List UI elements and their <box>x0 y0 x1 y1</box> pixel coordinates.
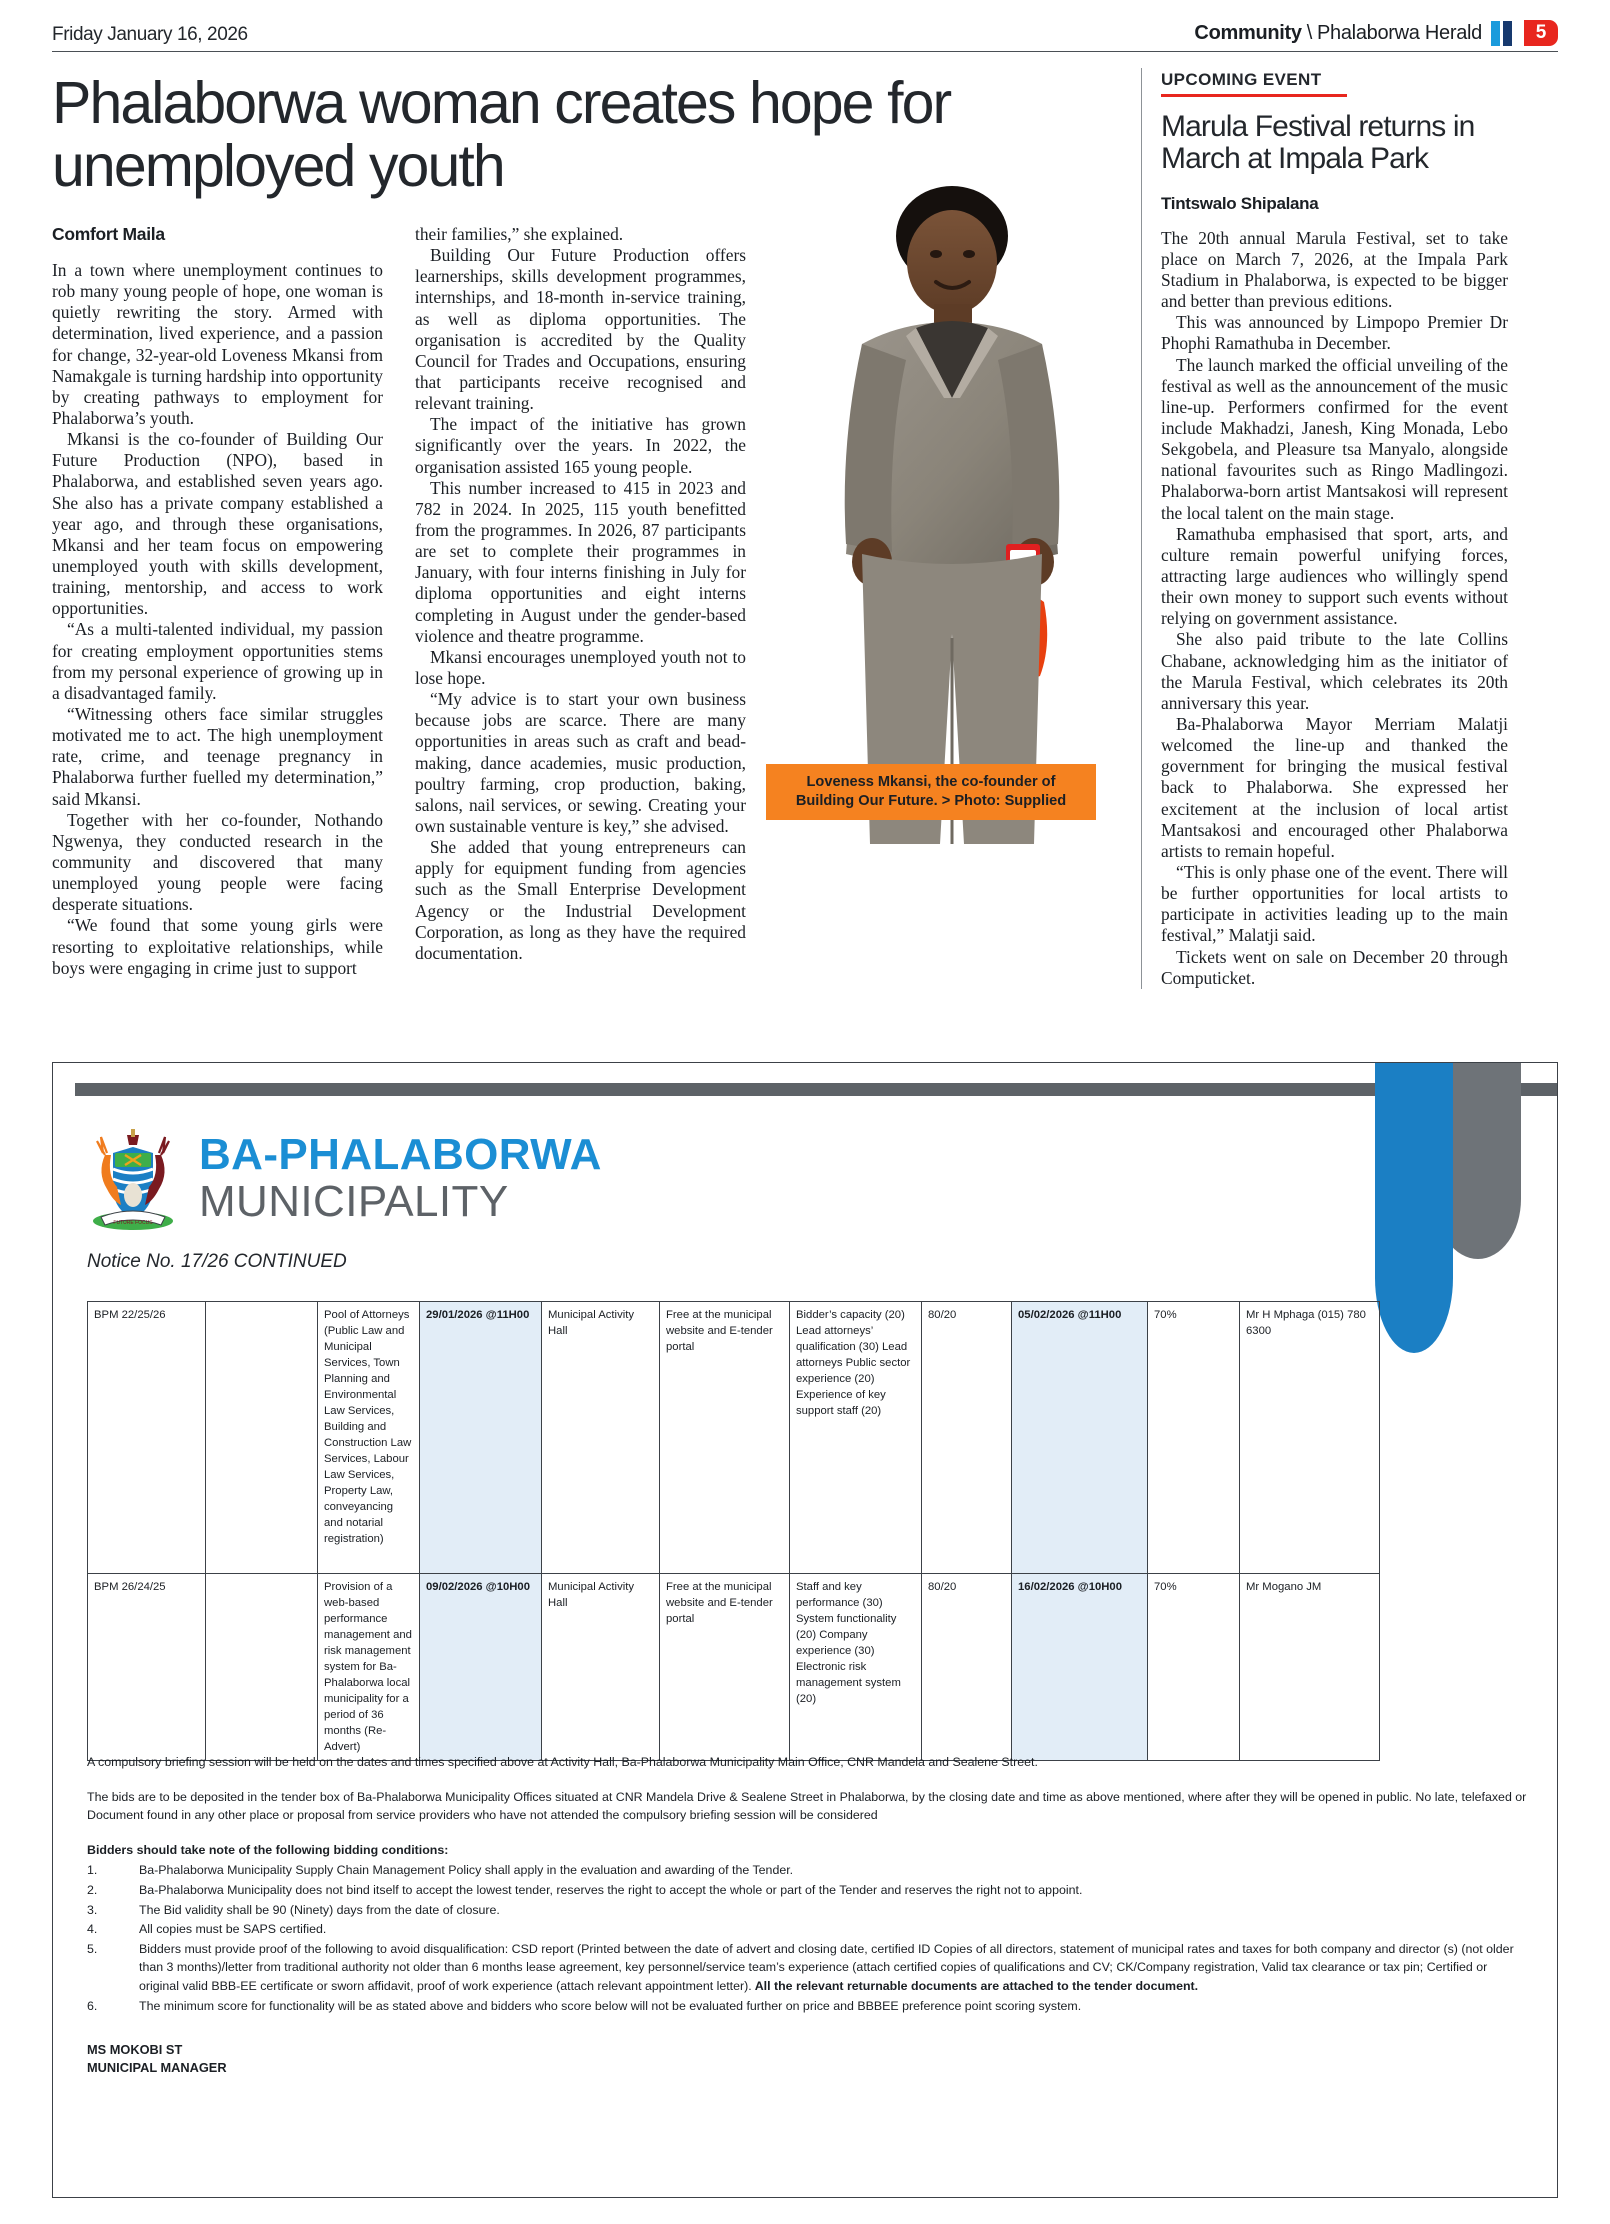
condition-item <box>87 1861 1527 1880</box>
issue-date: Friday January 16, 2026 <box>52 24 248 45</box>
condition-number: 5. <box>87 1941 98 1956</box>
article-paragraph: “We found that some young girls were resorting to exploitative relationships, while boys were engaging in crime just to support <box>52 915 383 978</box>
page-body <box>52 66 1558 989</box>
advert-notes <box>87 1753 1527 2078</box>
flag-bars-icon <box>1491 21 1512 46</box>
sidebar-paragraph: Ramathuba emphasised that sport, arts, and culture remain powerful unifying forces, attracting large audiences who willingly spend their own money to support such events without relying on government assistance. <box>1161 523 1508 629</box>
header-divider <box>52 51 1558 52</box>
sidebar-paragraph: Ba-Phalaborwa Mayor Merriam Malatji welcomed the line-up and thanked the government for bringing the musical festival back to Phalaborwa. She expressed her excitement at the inclusion of local artist Mantsakosi and encouraged other Phalaborwa artists to remain hopeful. <box>1161 714 1508 861</box>
sidebar-kicker-block <box>1161 70 1508 97</box>
municipality-logo <box>87 1125 602 1231</box>
briefing-note: A compulsory briefing session will be held on the dates and times specified above at Activity Hall, Ba-Phalaborwa Municipality Main Office, CNR Mandela and Sealene Street. <box>87 1755 1038 1769</box>
cell-contact: Mr Mogano JM <box>1240 1574 1380 1761</box>
cell-description: Provision of a web-based performance management and risk management system for Ba-Phalaborwa local municipality for a period of 36 months (Re-Advert) <box>318 1574 420 1761</box>
coat-of-arms-icon <box>87 1125 179 1231</box>
page-header <box>52 0 1558 46</box>
cell-description: Pool of Attorneys (Public Law and Municipal Services, Town Planning and Environmental Law Services, Building and Construction Law Services, Labour Law Services, Property Law, conveyancing and notarial registration) <box>318 1302 420 1574</box>
cell-venue: Municipal Activity Hall <box>542 1302 660 1574</box>
notice-number: Notice No. 17/26 CONTINUED <box>87 1251 347 1272</box>
cell-criteria: Bidder’s capacity (20) Lead attorneys’ qualification (30) Lead attorneys Public sector experience (20) Experience of key support staff (20) <box>790 1302 922 1574</box>
article-photo-zone <box>766 158 1122 858</box>
sidebar-paragraph: This was announced by Limpopo Premier Dr Phophi Ramathuba in December. <box>1161 312 1508 354</box>
article-paragraph: Together with her co-founder, Nothando Ngwenya, they conducted research in the community and discovered that many unemployed young people were facing desperate situations. <box>52 809 383 915</box>
article-paragraph: The impact of the initiative has grown significantly over the years. In 2022, the organisation assisted 165 young people. <box>415 414 746 477</box>
condition-text-body: Bidders must provide proof of the following to avoid disqualification: CSD report (Printed between the date of advert and closing date, certified ID Copies of all directors, statement of municipal rates and taxes for both company and director (s) (not older than 3 months)/letter from traditional authority not older than 6 months lease agreement, key personnel/service team’s experience (attach certified copies of qualifications and CV; CK/Company registration, Valid tax clearance or tax pin; Certified or original valid BBB-EE certificate or sworn affidavit, proof of work experience (attach relevant appointment letter). <box>139 1941 1514 1994</box>
publication-name: Phalaborwa Herald <box>1317 21 1482 44</box>
municipality-advert <box>52 1062 1558 2198</box>
condition-item <box>87 1997 1527 2016</box>
condition-number: 6. <box>87 1998 98 2013</box>
sidebar-headline: Marula Festival returns in March at Impala Park <box>1161 110 1475 176</box>
condition-item <box>87 1881 1527 1900</box>
masthead-branding <box>1194 20 1558 46</box>
condition-text: The Bid validity shall be 90 (Ninety) days from the date of closure. <box>139 1902 500 1917</box>
sidebar-paragraph: The launch marked the official unveiling of the festival as well as the announcement of the music line-up. Performers confirmed for the event include Makhadzi, Janesh, King Monada, Lebo Sekgobela, and Pleasure tsa Manyalo, alongside national favourites such as Ringo Madlingozi. Phalaborwa-born artist Mantsakosi will represent the local talent on the main stage. <box>1161 354 1508 523</box>
svg-text:FUTURE FOCUS: FUTURE FOCUS <box>113 1220 153 1226</box>
article-column-1 <box>52 224 383 979</box>
article-paragraph: Mkansi is the co-founder of Building Our Future Production (NPO), based in Phalaborwa, and established seven years ago. She also has a private company established a year ago, and through these organisations, Mkansi and her team focus on empowering unemployed youth with skills development, training, mentorship, and access to work opportunities. <box>52 429 383 619</box>
condition-number: 1. <box>87 1863 98 1878</box>
municipality-name-line2: MUNICIPALITY <box>199 1176 509 1226</box>
photo-caption: Loveness Mkansi, the co-founder of Building Our Future. > Photo: Supplied <box>766 764 1096 820</box>
sidebar-kicker: UPCOMING EVENT <box>1161 70 1322 89</box>
sidebar-paragraph: Tickets went on sale on December 20 through Computicket. <box>1161 946 1508 988</box>
sidebar-kicker-rule <box>1161 94 1347 97</box>
condition-text <box>139 1940 1527 1996</box>
sidebar-paragraph: She also paid tribute to the late Collins Chabane, acknowledging him as the initiator of the Marula Festival, which celebrates its 20th anniversary this year. <box>1161 629 1508 713</box>
signoff-block <box>87 2041 1527 2077</box>
article-paragraph: “My advice is to start your own business because jobs are scarce. There are many opportunities in areas such as craft and bead-making, dance academies, music production, poultry farming, crop production, baking, salons, nail services, or sewing. Creating your own sustainable venture is key,” she advised. <box>415 689 746 836</box>
sidebar-article <box>1161 66 1508 989</box>
cell-venue: Municipal Activity Hall <box>542 1574 660 1761</box>
condition-item <box>87 1940 1527 1996</box>
article-paragraph: their families,” she explained. <box>415 224 624 245</box>
condition-text: Ba-Phalaborwa Municipality does not bind itself to accept the lowest tender, reserves the right to accept the whole or part of the Tender and reserves the right not to appoint. <box>139 1883 1083 1898</box>
condition-number: 4. <box>87 1922 98 1937</box>
cell-briefing-date: 09/02/2026 @10H00 <box>420 1574 542 1761</box>
cell-document-fee: Free at the municipal website and E-tender portal <box>660 1574 790 1761</box>
signoff-name: MS MOKOBI ST <box>87 2042 183 2058</box>
page-number-badge: 5 <box>1524 20 1558 46</box>
cell-closing-date: 16/02/2026 @10H00 <box>1012 1574 1148 1761</box>
condition-text: The minimum score for functionality will be as stated above and bidders who score below will not be evaluated further on price and BBBEE preference point scoring system. <box>139 1998 1082 2013</box>
article-column-2 <box>415 224 746 979</box>
cell-reference: BPM 26/24/25 <box>88 1574 206 1761</box>
main-article <box>52 66 1122 989</box>
cell-price-ratio: 80/20 <box>922 1574 1012 1761</box>
sidebar-byline: Tintswalo Shipalana <box>1161 193 1319 213</box>
article-byline: Comfort Maila <box>52 224 165 245</box>
cell-criteria: Staff and key performance (30) System functionality (20) Company experience (30) Electronic risk management system (20) <box>790 1574 922 1761</box>
condition-text-emphasis: All the relevant returnable documents are attached to the tender document. <box>751 1979 1199 1994</box>
article-paragraph: Mkansi encourages unemployed youth not to lose hope. <box>415 646 746 689</box>
cell-reference: BPM 22/25/26 <box>88 1302 206 1574</box>
section-name: Community <box>1194 21 1302 44</box>
deposit-note: The bids are to be deposited in the tender box of Ba-Phalaborwa Municipality Offices situated at CNR Mandela Drive & Sealene Street in Phalaborwa, by the closing date and time as above mentioned, where after they will be opened in public. No late, telefaxed or Document found in any other place or proposal from service providers who have not attended the compulsory briefing session will be considered <box>87 1789 1527 1823</box>
table-row <box>88 1574 1380 1761</box>
article-paragraph: Building Our Future Production offers learnerships, skills development programmes, internships, and 18-month in-service training, as well as diploma opportunities. The organisation is accredited by the Quality Council for Trades and Occupations, ensuring that participants receive recognised and relevant training. <box>415 245 746 414</box>
article-paragraph: She added that young entrepreneurs can apply for equipment funding from agencies such as the Small Enterprise Development Agency or the Industrial Development Corporation, as long as they have the required documentation. <box>415 837 746 963</box>
masthead-separator: \ <box>1306 21 1312 44</box>
cell-closing-date: 05/02/2026 @11H00 <box>1012 1302 1148 1574</box>
article-paragraph: “Witnessing others face similar struggles motivated me to act. The high unemployment rate, crime, and teenage pregnancy in Phalaborwa further fuelled my determination,” said Mkansi. <box>52 704 383 809</box>
table-row <box>88 1302 1380 1574</box>
cell-briefing-date: 29/01/2026 @11H00 <box>420 1302 542 1574</box>
cell-contact: Mr H Mphaga (015) 780 6300 <box>1240 1302 1380 1574</box>
sidebar-paragraph: The 20th annual Marula Festival, set to take place on March 7, 2026, at the Impala Park Stadium in Phalaborwa, is expected to be bigger and better than previous editions. <box>1161 227 1508 312</box>
tender-table <box>87 1301 1380 1761</box>
masthead-title <box>1194 22 1482 45</box>
column-divider <box>1141 68 1142 989</box>
condition-number: 2. <box>87 1883 98 1898</box>
sidebar-paragraph: “This is only phase one of the event. There will be further opportunities for local artists to participate in activities leading up to the main festival,” Malatji said. <box>1161 862 1508 946</box>
advert-blue-swoosh <box>1375 1063 1453 1353</box>
conditions-title: Bidders should take note of the following bidding conditions: <box>87 1842 449 1857</box>
condition-number: 3. <box>87 1902 98 1917</box>
condition-text: All copies must be SAPS certified. <box>139 1922 327 1937</box>
article-paragraph: In a town where unemployment continues to rob many young people of hope, one woman is quietly rewriting the story. Armed with determination, lived experience, and a passion for change, 32-year-old Loveness Mkansi from Namakgale is turning hardship into opportunity by creating pathways to employment for Phalaborwa’s youth. <box>52 260 383 429</box>
signoff-title: MUNICIPAL MANAGER <box>87 2060 227 2076</box>
municipality-wordmark <box>199 1129 602 1226</box>
cell-blank <box>206 1574 318 1761</box>
article-paragraph: This number increased to 415 in 2023 and 782 in 2024. In 2025, 115 youth benefitted from the programmes. In 2026, 87 participants are set to complete their programmes in January, with four interns finishing in July for diploma opportunities and eight interns completing in August under the gender-based violence and theatre programme. <box>415 477 746 646</box>
article-headline: Phalaborwa woman creates hope for unemployed youth <box>52 70 951 199</box>
cell-functionality: 70% <box>1148 1302 1240 1574</box>
advert-top-bar <box>75 1083 1557 1096</box>
condition-item <box>87 1901 1527 1920</box>
cell-document-fee: Free at the municipal website and E-tender portal <box>660 1302 790 1574</box>
condition-item <box>87 1920 1527 1939</box>
article-photo <box>766 158 1122 858</box>
cell-blank <box>206 1302 318 1574</box>
cell-price-ratio: 80/20 <box>922 1302 1012 1574</box>
article-paragraph: “As a multi-talented individual, my passion for creating employment opportunities stems from my personal experience of growing up in a disadvantaged family. <box>52 619 383 703</box>
cell-functionality: 70% <box>1148 1574 1240 1761</box>
condition-text: Ba-Phalaborwa Municipality Supply Chain Management Policy shall apply in the evaluation and awarding of the Tender. <box>139 1863 794 1878</box>
municipality-name-line1: BA-PHALABORWA <box>199 1129 602 1179</box>
